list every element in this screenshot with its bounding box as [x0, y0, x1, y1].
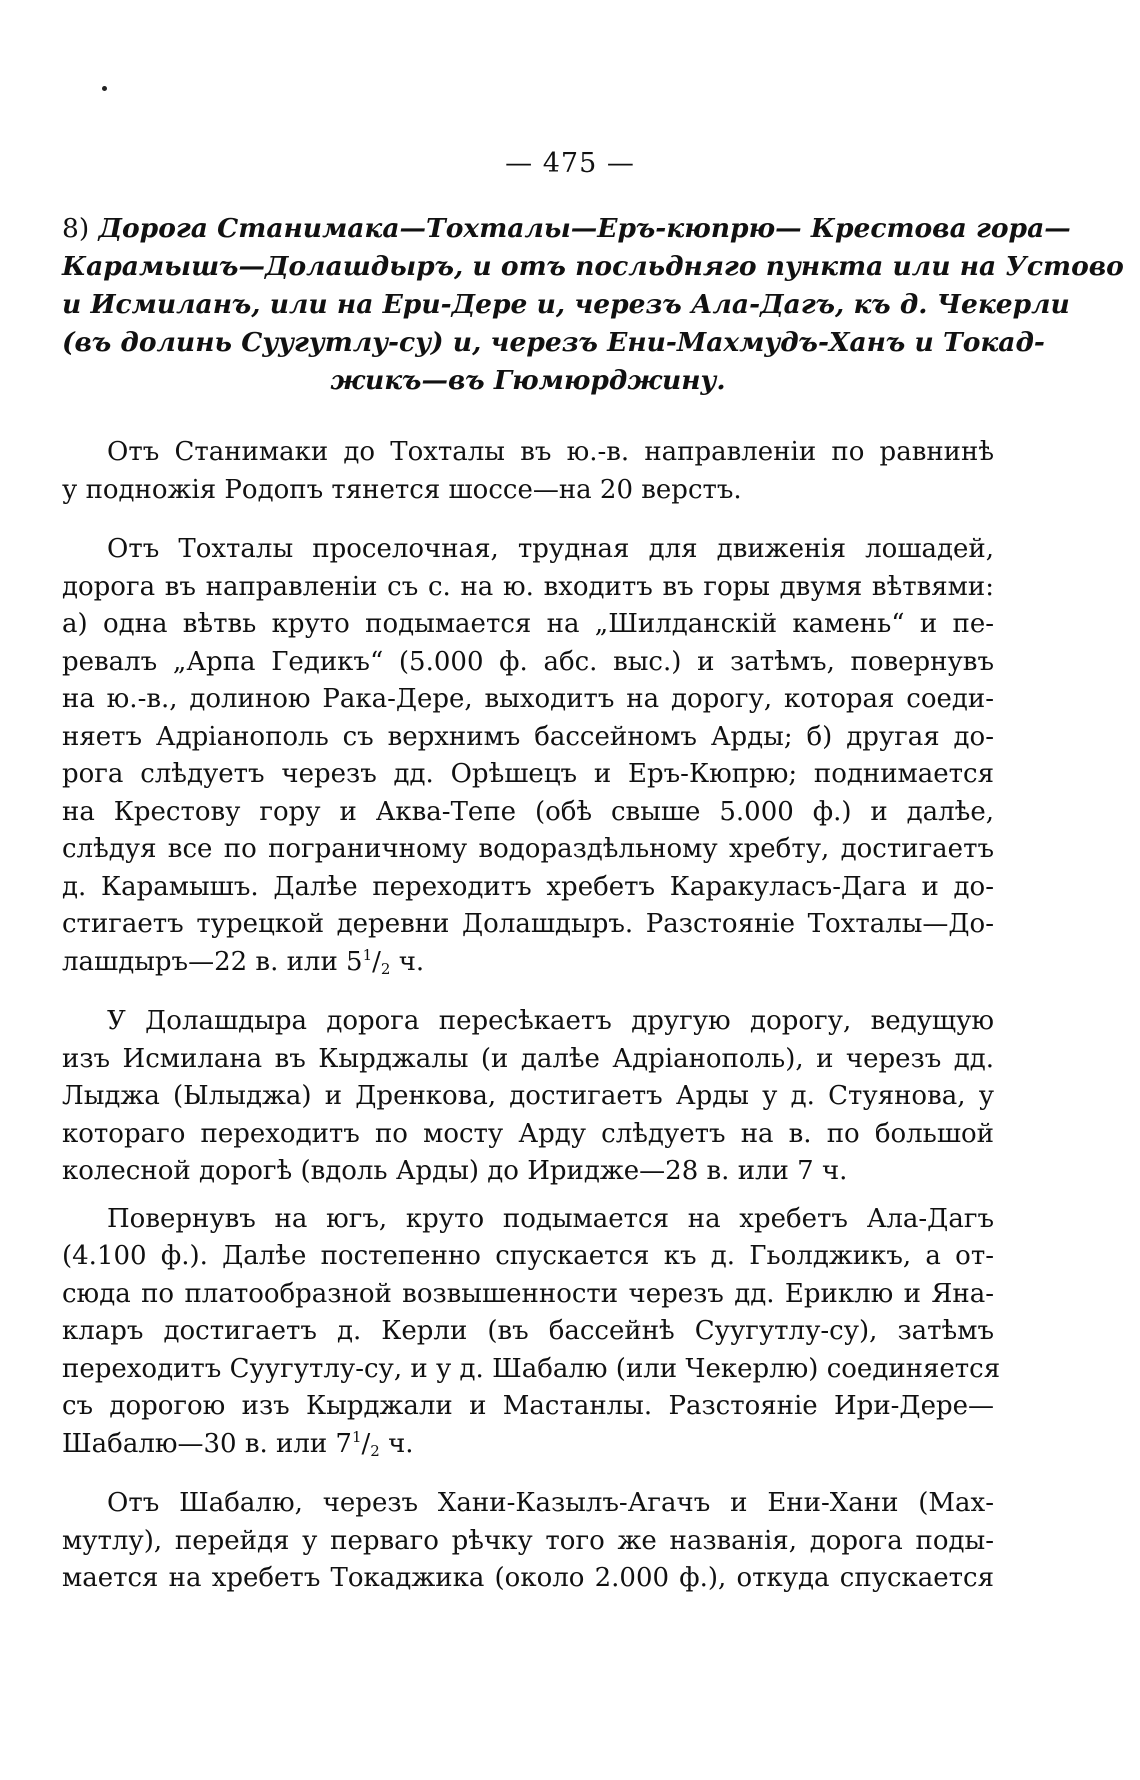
text-line: лашдыръ—22 в. или $5^1/_2$ ч.	[62, 945, 425, 978]
text-line: Отъ Станимаки до Тохталы въ ю.-в. направленіи по равнинѣ	[107, 437, 994, 467]
text-line: Отъ Шабалю, черезъ Хани-Казылъ-Агачъ и Ени-Хани (Мах-	[107, 1488, 994, 1518]
text-line: Отъ Тохталы проселочная, трудная для движенія лошадей,	[107, 534, 994, 564]
heading-line: жикъ—въ Гюмюрджину.	[330, 365, 726, 396]
text-line: слѣдуя все по пограничному водораздѣльному хребту, достигаетъ	[62, 834, 994, 864]
text-line: дорога въ направленіи съ с. на ю. входитъ въ горы двумя вѣтвями:	[62, 571, 994, 602]
text-line: сюда по платообразной возвышенности черезъ дд. Ериклю и Яна-	[62, 1278, 994, 1309]
paragraph-5	[62, 1485, 994, 1598]
text-line: (4.100 ф.). Далѣе постепенно спускается къ д. Гьолджикъ, а от-	[62, 1241, 994, 1271]
text-line: а) одна вѣтвь круто подымается на „Шилданскій камень“ и пе-	[62, 609, 994, 639]
text-line: у подножія Родопъ тянется шоссе—на 20 верстъ.	[62, 474, 742, 505]
text-line: рога слѣдуетъ черезъ дд. Орѣшецъ и Еръ-Кюпрю; поднимается	[62, 759, 994, 789]
heading-line: (въ долинь Суугутлу-су) и, черезъ Ени-Махмудъ-Ханъ и Токад-	[62, 327, 1045, 358]
heading-line: и Исмиланъ, или на Ери-Дере и, черезъ Ала-Дагъ, къ д. Чекерли	[62, 289, 1070, 320]
section-number: 8)	[62, 213, 90, 244]
text-line: колесной дорогѣ (вдоль Арды) до Иридже—28 в. или 7 ч.	[62, 1156, 848, 1186]
text-line: переходитъ Суугутлу-су, и у д. Шабалю (или Чекерлю) соединяется	[62, 1353, 1001, 1384]
text-line: ревалъ „Арпа Гедикъ“ (5.000 ф. абс. выс.) и затѣмъ, повернувъ	[62, 646, 994, 677]
text-line: кларъ достигаетъ д. Керли (въ бассейнѣ Суугутлу-су), затѣмъ	[62, 1316, 994, 1346]
text-line: няетъ Адріанополь съ верхнимъ бассейномъ Арды; б) другая до-	[62, 721, 994, 752]
heading-line: Карамышъ—Долашдыръ, и отъ посльдняго пункта или на Устово	[62, 251, 1124, 282]
fraction-denominator: 2	[380, 959, 391, 978]
paragraph-3	[62, 1003, 994, 1191]
text-line: мается на хребетъ Токаджика (около 2.000 ф.), откуда спускается	[62, 1563, 994, 1593]
text-line: съ дорогою изъ Кырджали и Мастанлы. Разстояніе Ири-Дере—	[62, 1391, 994, 1421]
fraction-numerator: 1	[351, 1427, 362, 1446]
fraction-denominator: 2	[370, 1441, 380, 1460]
text-line: Лыджа (Ылыджа) и Дренкова, достигаетъ Арды у д. Стуянова, у	[62, 1081, 994, 1111]
paragraph-1	[62, 434, 994, 509]
paragraph-2	[62, 531, 994, 981]
text-line: на ю.-в., долиною Рака-Дере, выходитъ на дорогу, которая соеди-	[62, 684, 994, 714]
text-line: Шабалю—30 в. или $7^1/_2$ ч.	[62, 1427, 414, 1460]
text-line: мутлу), перейдя у перваго рѣчку того же названія, дорога поды-	[62, 1525, 994, 1556]
text-line: Повернувъ на югъ, круто подымается на хребетъ Ала-Дагъ	[107, 1203, 994, 1234]
page-number: — 475 —	[505, 148, 635, 179]
text-line: д. Карамышъ. Далѣе переходитъ хребетъ Каракуласъ-Дага и до-	[62, 871, 994, 902]
fraction-numerator: 1	[362, 945, 373, 964]
text-line: У Долашдыра дорога пересѣкаетъ другую дорогу, ведущую	[107, 1006, 994, 1036]
heading-line: 8) Дорога Станимака—Тохталы—Еръ-кюпрю— Крестова гора—	[62, 213, 1071, 244]
text-line: котораго переходитъ по мосту Арду слѣдуетъ на в. по большой	[62, 1118, 994, 1149]
text-line: на Крестову гору и Аква-Тепе (обѣ свыше 5.000 ф.) и далѣе,	[62, 796, 994, 827]
page-content	[62, 210, 1124, 1598]
print-speck	[102, 86, 107, 91]
section-heading	[62, 210, 1124, 400]
text-line: изъ Исмилана въ Кырджалы (и далѣе Адріанополь), и черезъ дд.	[62, 1043, 994, 1074]
paragraph-4	[62, 1201, 1001, 1464]
text-line: стигаетъ турецкой деревни Долашдыръ. Разстояніе Тохталы—До-	[62, 909, 994, 939]
